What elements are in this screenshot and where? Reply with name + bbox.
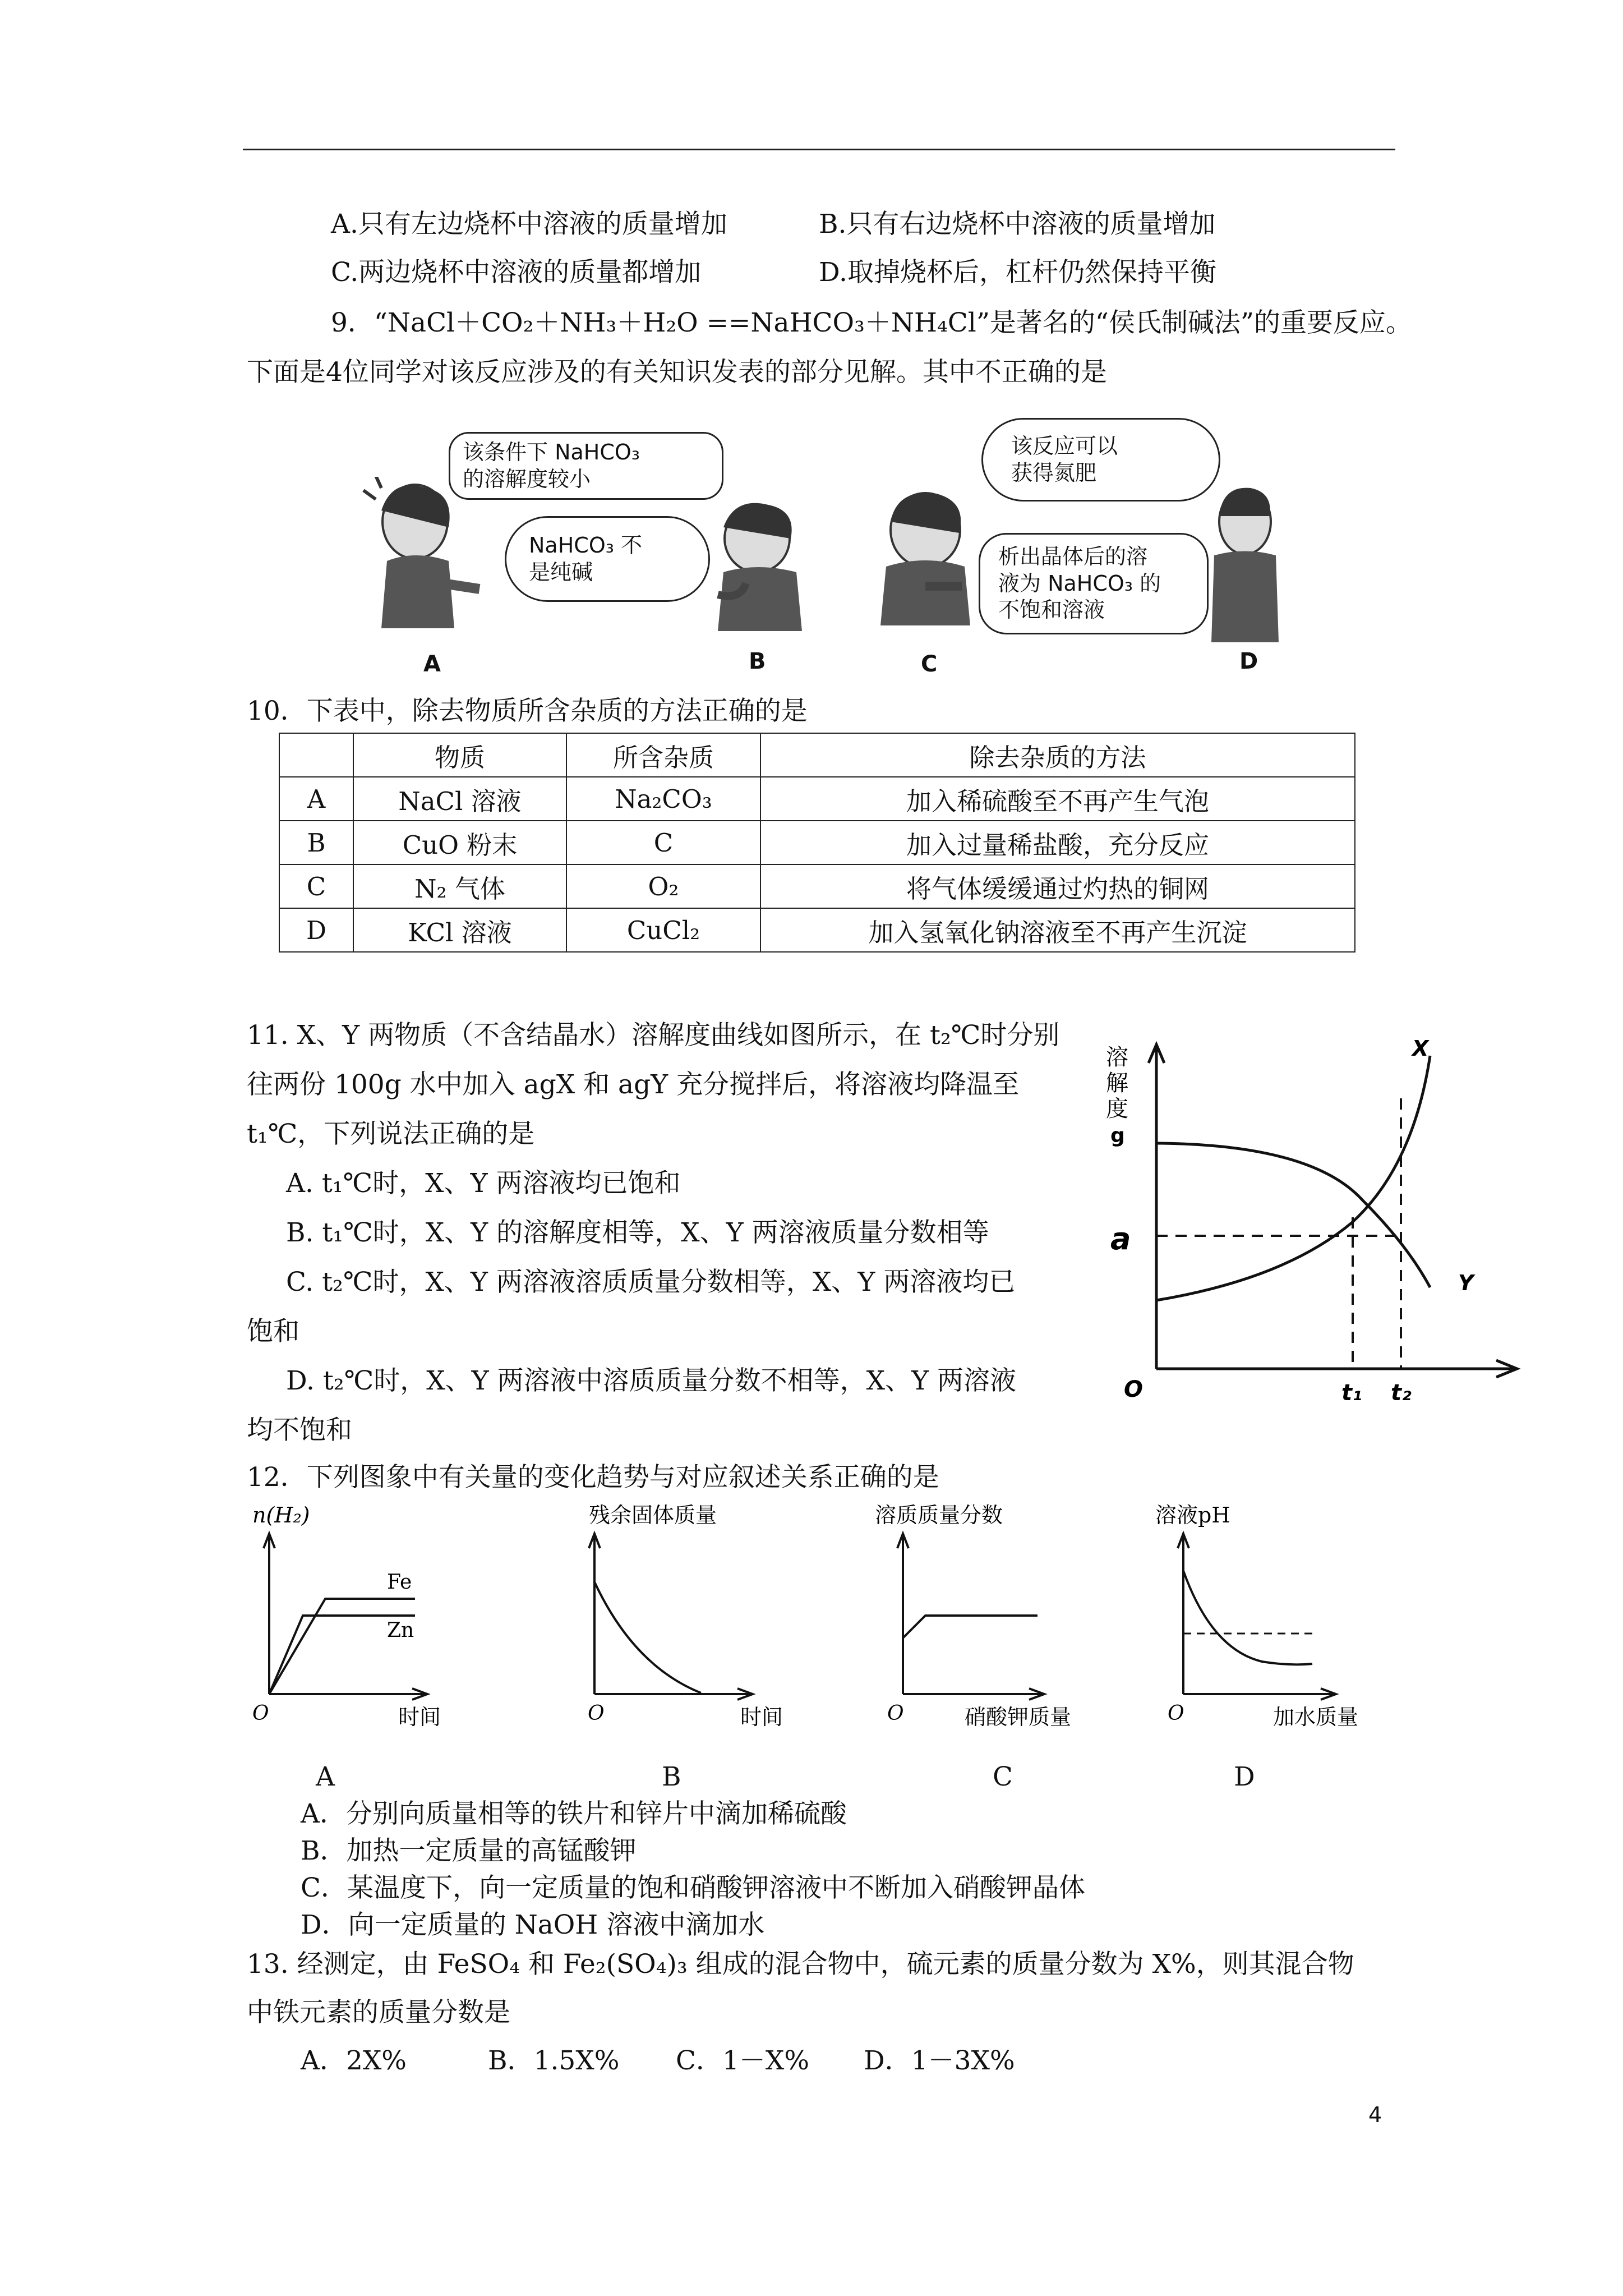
q13-option-d: D．1－3X% [864, 2045, 1015, 2076]
table-cell: B [279, 821, 353, 864]
table-cell: CuCl₂ [566, 908, 760, 952]
q11-option-d-cont: 均不饱和 [247, 1415, 352, 1446]
q12-graph-b-xlabel: 时间 [740, 1705, 783, 1729]
bubble-a-line1: 该条件下 NaHCO₃ [463, 440, 640, 464]
y-label-unit: g [1110, 1124, 1125, 1147]
q11-option-c-cont: 饱和 [247, 1316, 299, 1347]
a-label: a [1110, 1221, 1131, 1257]
table-cell: KCl 溶液 [353, 908, 566, 952]
q9-stem-line2: 下面是4位同学对该反应涉及的有关知识发表的部分见解。其中不正确的是 [247, 357, 1107, 388]
q8-option-d: D.取掉烧杯后，杠杆仍然保持平衡 [819, 257, 1216, 288]
q11-option-c: C. t₂℃时，X、Y 两溶液溶质质量分数相等，X、Y 两溶液均已 [286, 1267, 1016, 1297]
table-cell: A [279, 777, 353, 821]
student-d-figure [1200, 482, 1290, 645]
q12-graph-c-letter: C [993, 1761, 1013, 1792]
table-row [279, 733, 1355, 777]
table-row [279, 777, 1355, 821]
bubble-c-line1: 析出晶体后的溶 [998, 544, 1148, 569]
q11-option-d: D. t₂℃时，X、Y 两溶液中溶质质量分数不相等，X、Y 两溶液 [286, 1365, 1017, 1396]
q12-option-b: B．加热一定质量的高锰酸钾 [301, 1835, 637, 1866]
q12-graph-a-origin: O [252, 1702, 269, 1725]
table-cell: O₂ [566, 864, 760, 908]
page-number: 4 [1368, 2102, 1382, 2127]
q12-graph-c-xlabel: 硝酸钾质量 [965, 1705, 1072, 1729]
q12-graph-a [241, 1498, 465, 1733]
q12-graph-c [875, 1498, 1133, 1733]
bubble-d-line2: 获得氮肥 [1011, 460, 1097, 485]
q11-line3: t₁℃，下列说法正确的是 [247, 1119, 535, 1149]
q12-graph-b-origin: O [588, 1702, 605, 1725]
bubble-c [979, 533, 1209, 634]
table-header-cell [279, 733, 353, 777]
q12-graph-c-origin: O [887, 1702, 904, 1725]
table-cell: D [279, 908, 353, 952]
q12-graph-b-curve [594, 1582, 701, 1693]
q12-graph-d-xlabel: 加水质量 [1273, 1705, 1359, 1729]
q11-line1: 11. X、Y 两物质（不含结晶水）溶解度曲线如图所示，在 t₂℃时分别 [247, 1020, 1060, 1051]
q11-option-b: B. t₁℃时，X、Y 的溶解度相等，X、Y 两溶液质量分数相等 [286, 1217, 989, 1248]
q13-option-a: A．2X% [301, 2045, 407, 2076]
q8-option-b: B.只有右边烧杯中溶液的质量增加 [819, 209, 1216, 240]
q12-graph-a-fe-line [269, 1599, 415, 1694]
bubble-a [449, 432, 723, 500]
solubility-graph [1088, 1032, 1537, 1414]
q12-graph-b [572, 1498, 808, 1733]
bubble-b [505, 516, 710, 602]
q11-option-a: A. t₁℃时，X、Y 两溶液均已饱和 [286, 1168, 681, 1199]
q12-graph-a-letter: A [316, 1761, 335, 1792]
q12-graph-c-line [903, 1616, 1038, 1638]
t2-label: t₂ [1391, 1380, 1412, 1406]
table-cell: Na₂CO₃ [566, 777, 760, 821]
q12-graph-a-ylabel: n(H₂) [252, 1503, 310, 1527]
curve-x [1156, 1056, 1430, 1300]
q12-graph-d-ylabel: 溶液pH [1155, 1503, 1230, 1527]
q12-option-c: C．某温度下，向一定质量的饱和硝酸钾溶液中不断加入硝酸钾晶体 [301, 1872, 1085, 1903]
q13-option-b: B．1.5X% [488, 2045, 620, 2076]
table-cell: 加入稀硫酸至不再产生气泡 [760, 777, 1355, 821]
q13-option-c: C．1－X% [676, 2045, 809, 2076]
table-cell: 加入过量稀盐酸，充分反应 [760, 821, 1355, 864]
q13-line2: 中铁元素的质量分数是 [247, 1997, 510, 2028]
q12-option-a: A．分别向质量相等的铁片和锌片中滴加稀硫酸 [301, 1798, 847, 1829]
q9-label-b: B [749, 648, 766, 674]
y-label-1: 溶 [1106, 1045, 1128, 1070]
table-header-cell: 物质 [353, 733, 566, 777]
y-label-2: 解 [1106, 1070, 1128, 1096]
q10-title: 10．下表中，除去物质所含杂质的方法正确的是 [247, 696, 808, 726]
q8-option-a: A.只有左边烧杯中溶液的质量增加 [331, 209, 727, 240]
curve-x-label: X [1412, 1036, 1429, 1061]
q12-graph-c-ylabel: 溶质质量分数 [875, 1503, 1003, 1527]
table-row [279, 821, 1355, 864]
header-rule [243, 149, 1395, 150]
q12-option-d: D．向一定质量的 NaOH 溶液中滴加水 [301, 1910, 765, 1940]
bubble-c-line2: 液为 NaHCO₃ 的 [998, 570, 1161, 596]
q12-graph-d-curve [1183, 1571, 1312, 1664]
q12-title: 12．下列图象中有关量的变化趋势与对应叙述关系正确的是 [247, 1462, 939, 1493]
q10-table [279, 733, 1355, 953]
q9-label-a: A [423, 651, 441, 677]
q12-graph-d-letter: D [1234, 1761, 1255, 1792]
q8-option-c: C.两边烧杯中溶液的质量都增加 [331, 257, 702, 288]
table-header-cell: 所含杂质 [566, 733, 760, 777]
table-row [279, 908, 1355, 952]
bubble-d [981, 418, 1220, 501]
curve-y-label: Y [1458, 1271, 1474, 1295]
q12-graph-b-ylabel: 残余固体质量 [589, 1503, 717, 1527]
table-cell: C [279, 864, 353, 908]
q9-label-d: D [1239, 648, 1258, 674]
q12-graph-b-letter: B [662, 1761, 681, 1792]
table-cell: 加入氢氧化钠溶液至不再产生沉淀 [760, 908, 1355, 952]
table-cell: CuO 粉末 [353, 821, 566, 864]
bubble-b-line1: NaHCO₃ 不 [529, 533, 643, 558]
y-label-3: 度 [1106, 1096, 1128, 1122]
bubble-b-line2: 是纯碱 [529, 559, 593, 585]
table-cell: NaCl 溶液 [353, 777, 566, 821]
student-a-figure [359, 477, 482, 634]
origin-label: O [1124, 1377, 1144, 1402]
table-cell: 将气体缓缓通过灼热的铜网 [760, 864, 1355, 908]
student-b-figure [707, 499, 813, 634]
bubble-d-line1: 该反应可以 [1011, 434, 1118, 458]
student-c-figure [869, 488, 981, 628]
bubble-c-line3: 不饱和溶液 [998, 597, 1105, 622]
table-row [279, 864, 1355, 908]
q12-graph-a-fe-label: Fe [387, 1571, 412, 1594]
table-cell: N₂ 气体 [353, 864, 566, 908]
q9-stem-line1: 9．“NaCl＋CO₂＋NH₃＋H₂O ==NaHCO₃＋NH₄Cl”是著名的“侯氏制碱法”的重要反应。 [331, 307, 1412, 338]
q12-graph-a-xlabel: 时间 [398, 1705, 441, 1729]
curve-y [1156, 1143, 1430, 1287]
q12-graph-d-origin: O [1168, 1702, 1184, 1725]
q9-label-c: C [921, 651, 938, 677]
q13-line1: 13. 经测定，由 FeSO₄ 和 Fe₂(SO₄)₃ 组成的混合物中，硫元素的质量分数为 X%，则其混合物 [247, 1949, 1354, 1980]
table-cell: C [566, 821, 760, 864]
q12-graph-d [1155, 1498, 1402, 1733]
table-header-cell: 除去杂质的方法 [760, 733, 1355, 777]
bubble-a-line2: 的溶解度较小 [463, 466, 591, 491]
q12-graph-a-zn-label: Zn [387, 1619, 414, 1642]
q11-line2: 往两份 100g 水中加入 agX 和 agY 充分搅拌后，将溶液均降温至 [247, 1069, 1020, 1100]
t1-label: t₁ [1341, 1380, 1362, 1406]
